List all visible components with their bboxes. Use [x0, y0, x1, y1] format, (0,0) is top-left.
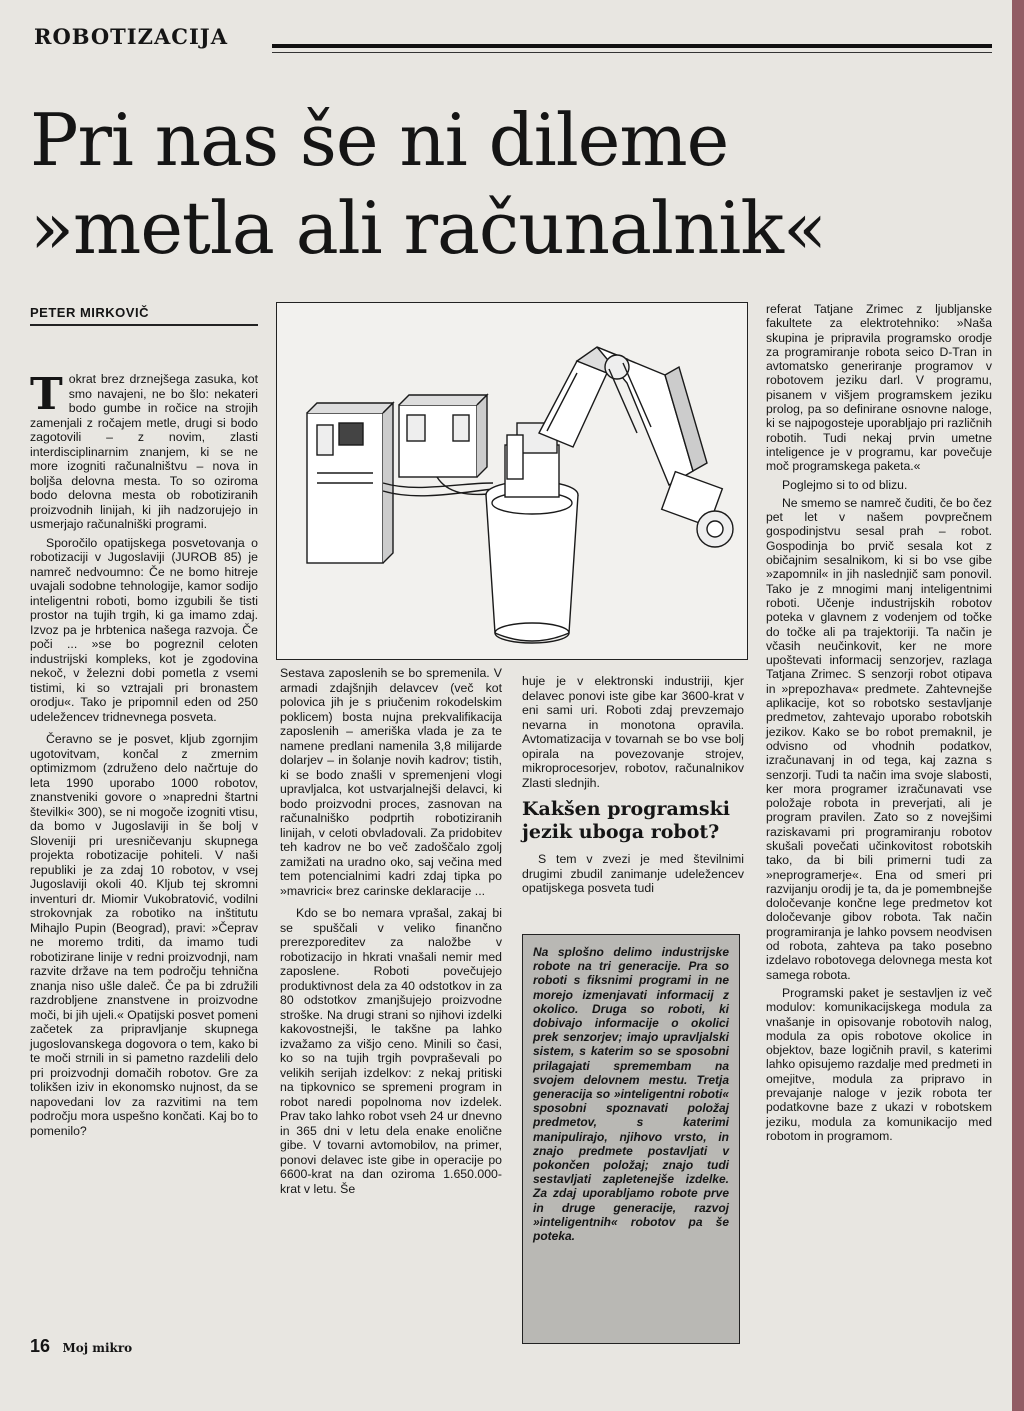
section-label: ROBOTIZACIJA	[34, 24, 229, 49]
page-number: 16	[30, 1336, 51, 1356]
column-4-paragraph-4: Programski paket je sestavljen iz več modulov: komunikacijskega modula za vnašanje in opisovanje robotovih nalog, modula za opis robotove okolice in objektov, baze logičnih pravil, s katerimi lahko opisujemo razdalje med predmeti in omejitve, modula za pripravo in prevajanje naloge v jezik robota ter podatkovne baze z ukazi v robotskem jeziku, modula za komunikacijo med robotom in programom.	[766, 985, 992, 1143]
column-4	[766, 302, 992, 1147]
column-2-paragraph-2: Kdo se bo nemara vprašal, zakaj bi se spuščali v veliko finančno prerezporeditev za naložbe v robotizacijo in hkrati vnašali nemir med zaposlene. Roboti povečujejo produktivnost dela za 40 odstotkov in za 80 odstotkov zmanjšujejo proizvodne stroške. Na drugi strani so njihovi izdelki kakovostnejši, le takšne pa lahko izvažamo za višjo ceno. Minili so časi, ko so na tujih trgih povpraševali po velikih serijah izdelkov: z nekaj pritiski na tipkovnico se spremeni program in robot naredi popolnoma nov izdelek. Prav tako lahko robot vseh 24 ur dnevno in 365 dni v letu dela enake enolične gibe. V tovarni avtomobilov, na primer, ponovi delavec iste gibe in operacije po 6600-krat na dan oziroma 1.650.000-krat v letu. Še	[280, 906, 502, 1196]
column-2	[280, 666, 502, 1200]
column-1-paragraph-3: Čeravno se je posvet, kljub zgornjim ugotovitvam, končal z zmernim optimizmom (združeno delo načrtuje do leta 1990 uporabo 1000 robotov, znanstveniki govore o »napredni štartni številki« 300), se ni mogoče izogniti vtisu, da bomo v Jugoslaviji in še bolj v Sloveniji pri uresničevanju skupnega projekta robotizacije pohiteli. V naši republiki je za zdaj 10 robotov, v vsej Jugoslaviji okoli 40. Kljub tej skromni inventuri dr. Miomir Vukobratović, vodilni strokovnjak za robotiko na inštitutu Mihajlo Pupin (Beograd), pravi: »Čeprav ne moremo trditi, da imamo tudi robotiziranе linije v redni proizvodnji, nam razvite države na tem področju tehnična znanja niso ušle daleč. Če pa bi združili razdrobljene znanstvene in proizvodne moči, bi jih ujeli.« Opatijski posvet pomeni začetek za pripravljanje skupnega jugoslovanskega dogovora o tem, kako bi te moči strnili in si pametno razdelili delo pri proizvodnji domačih robotov. Gre za tolikšen iziv in ekonomsko nujnost, da se napovedani lov za razvitimi na tem področju mora uspešno končati. Kaj bo to pomenilo?	[30, 732, 258, 1138]
column-3	[522, 674, 744, 900]
column-3-paragraph-2: S tem v zvezi je med številnimi drugimi zbudil zanimanje udeležencev opatijskega posveta tudi	[522, 852, 744, 895]
column-4-paragraph-1: referat Tatjane Zrimec z ljubljanske fakultete za elektrotehniko: »Naša skupina je pripravila programsko orodje za programiranje robota seico D-Tran in avtomatsko generiranje programov v robotovem jeziku darl. V programu, pisanem v višjem programskem jeziku prolog, pa so definirane osnovne naloge, ki se najpogosteje uporabljajo pri različnih robotih. Tudi nekaj prvin umetne inteligence je v programu, kar povečuje moč programskega paketa.«	[766, 302, 992, 474]
headline	[30, 96, 990, 272]
column-2-paragraph-1: Sestava zaposlenih se bo spremenila. V armadi zdajšnjih delavcev (več kot polovica jih je s priučenim rokodelskim poklicem) bosta nujna prekvalifikacija zaposlenih – ameriška vlada je za te namene predlani namenila 3,8 milijarde dolarjev – in šolanje novih kadrov; tistih, ki se bodo znašli v spremenjeni vlogi upravljalca, kot ustvarjalnejši delavci, ki bodo proizvodni proces, zasnovan na računalniško podprtih robotiziranih linijah, v celoti obvladovali. Za pridobitev teh kadrov ne bo več zadoščalo zgolj zamižati na uradno oko, saj večina med tem potencialnimi kadri zdaj tipka po »mavrici« brez carinske deklaracije ...	[280, 666, 502, 898]
column-1	[30, 369, 258, 1142]
page-footer	[30, 1336, 132, 1357]
magazine-name: Moj mikro	[62, 1341, 133, 1355]
column-1-paragraph-1: Tokrat brez drznejšega zasuka, kot smo navajeni, ne bo šlo: nekateri bodo gumbe in ročice na strojih zamenjali z ročajem metle, drugi si bodo zagotovili – z novim, zlasti interdisciplinarnim znanjem, ki se ne more izogniti računalništvu – nova in boljša delovna mesta. To so oziroma bodo delovna mesta ob robotiziranih proizvodnih linijah, ki jih nadzorujejo in usmerjajo računalniški programi.	[30, 369, 258, 531]
cabinet-screen	[339, 423, 363, 445]
column-1-paragraph-2: Sporočilo opatijskega posvetovanja o robotizaciji v Jugoslaviji (JUROB 85) je namreč nedvoumno: Če ne bomo hitreje uvajali sodobne tehnologije, kamor sodijo inteligentni roboti, bomo izgubili še tisti prostor na tujih trgih, ki ga imamo zdaj. Izvoz pa je hrbtenica našega razvoja. Če poči ... »se bo pogreznil celoten industrijski kompleks, kot je zgodovina nekoč, v železni dobi pometla z vsemi tistimi, ki so vztrajali pri bronastem orodju«. Tako je pripomnil eden od 250 udeležencev tridnevnega posveta.	[30, 535, 258, 724]
header-rule-thick	[272, 44, 992, 48]
robot-pedestal	[486, 495, 578, 641]
column-4-paragraph-3: Ne smemo se namreč čuditi, če bo čez pet let v našem povprečnem gospodinjstvu sesal prah – robot. Gospodinja bo prvič sesala kot z običajnim sesalnikom, ki si bo vse gibe »zapomnil« in jih naslednjič sam ponovil. Tako je z mnogimi manj inteligentnimi roboti. Učenje industrijskih robotov poteka v glavnem z vodenjem od točke do točke ali pa trajektoriji. Ta način je včasih neučinkovit, ker ne more upoštevati informacij senzorjev, razlaga Tatjana Zrimec. S senzorji robot otipava in »prepozhava« predmete. Zahtevnejše aplikacije, kot so robotsko sestavljanje predmetov, zahtevajo uporabo robotskih jezikov. Kako se bo robot premaknil, je odvisno od vhodnih podatkov, izračunavanj in od tega, kaj zazna s senzorji. Tudi ta način ima svoje slabosti, ker mora programer izračunavati vse položaje robota in preverjati, ali je program pravilen. Zato so z novejšimi raziskavami pri programiranju robotov skušali povečati učinkovitost robotskih tako, da bi bili primerni tudi za »neprogramerje«. Ena od smeri pri razvijanju orodij je ta, da je pomembnejše določevanje končne lege predmetov kot določevanje gibov robota. Tak način programiranja je lahko povsem neodvisen od robota, zahteva pa tako posebno izdelavo robotovega delovnega mesta kot samega robota.	[766, 495, 992, 982]
robot-illustration	[276, 302, 748, 660]
column-4-paragraph-2: Poglejmo si to od blizu.	[782, 477, 908, 492]
industrial-robot-drawing	[277, 303, 747, 659]
sidebar-box: Na splošno delimo industrijske robote na tri generacije. Pra so roboti s fiksnimi programi in ne morejo izmenjavati informacij z okolico. Druga so roboti, ki dobivajo informacije o okolici prek senzorjev; imajo upravljalski sistem, s katerim so se sposobni prilagajati spremembam na svojem delovnem mestu. Tretja generacija so »inteligentni roboti« sposobni spoznavati položaj predmetov, s katerimi manipulirajo, njihovo vrsto, in znajo predmete postavljati v pokončen položaj; znajo tudi sestavljati zapletenejše izdelke. Za zdaj uporabljamo robote prve in druge generacije, razvoj »inteligentnih« robotov pa še poteka.	[522, 934, 740, 1344]
headline-line-2: »metla ali računalnik«	[30, 186, 827, 270]
page-edge	[1012, 0, 1024, 1411]
author-rule	[30, 324, 258, 326]
column-3-paragraph-1: huje je v elektronski industriji, kjer delavec ponovi iste gibe kar 3600-krat v eni sami uri. Roboti zdaj prevzemajo nevarna in monotona opravila. Avtomatizacija v tovarnah se bo vse bolj opirala na povezovanje strojev, mikroprocesorjev, robotov, računalnikov Zlasti slednjih.	[522, 674, 744, 790]
robot-upper-arm	[539, 361, 607, 447]
headline-line-1: Pri nas še ni dileme	[30, 98, 729, 182]
header-rule-thin	[272, 52, 992, 53]
drop-cap: T	[30, 369, 63, 420]
subheading: Kakšen programski jezik uboga robot?	[522, 798, 730, 843]
author-byline: PETER MIRKOVIČ	[30, 305, 149, 320]
